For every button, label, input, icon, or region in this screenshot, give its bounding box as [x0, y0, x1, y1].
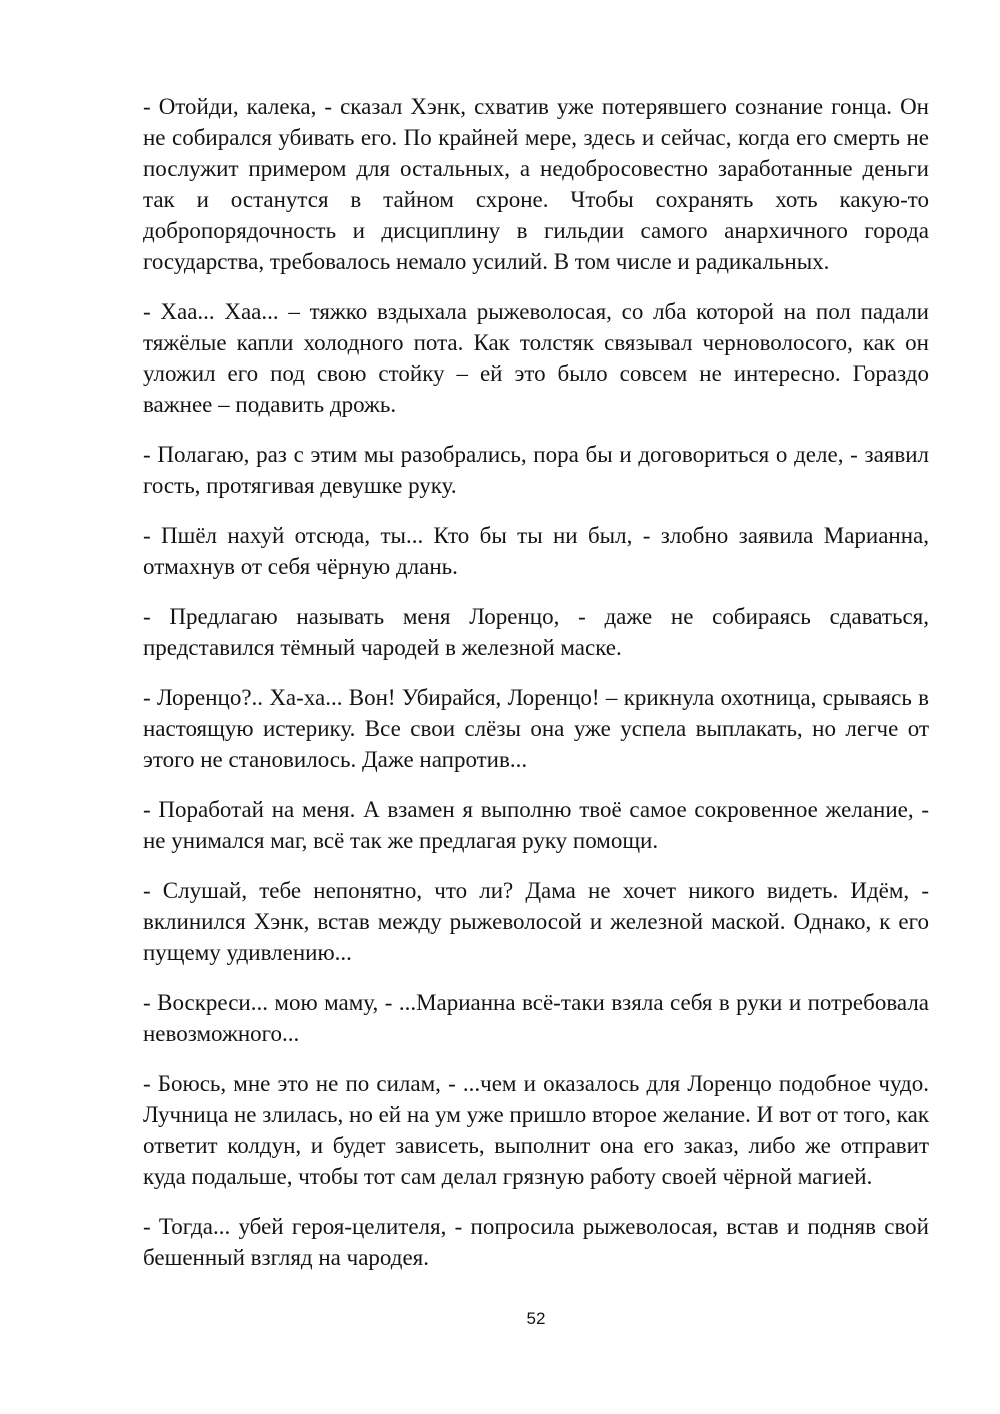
paragraph: - Поработай на меня. А взамен я выполню твоё самое сокровенное желание, - не унимался маг, всё так же предлагая руку помощи.	[143, 797, 929, 853]
paragraph: - Боюсь, мне это не по силам, - ...чем и оказалось для Лоренцо подобное чудо. Лучница не злилась, но ей на ум уже пришло второе желание. И вот от того, как ответит колдун, и будет зависеть, выполнит она его заказ, либо же отправит куда подальше, чтобы тот сам делал грязную работу своей чёрной магией.	[143, 1071, 929, 1189]
text-body	[143, 91, 929, 1292]
paragraph: - Воскреси... мою маму, - ...Марианна всё-таки взяла себя в руки и потребовала невозможного...	[143, 990, 929, 1046]
paragraph: - Лоренцо?.. Ха-ха... Вон! Убирайся, Лоренцо! – крикнула охотница, срываясь в настоящую истерику. Все свои слёзы она уже успела выплакать, но легче от этого не становилось. Даже напротив...	[143, 685, 929, 772]
paragraph: - Тогда... убей героя-целителя, - попросила рыжеволосая, встав и подняв свой бешенный взгляд на чародея.	[143, 1214, 929, 1270]
paragraph: - Слушай, тебе непонятно, что ли? Дама не хочет никого видеть. Идём, - вклинился Хэнк, встав между рыжеволосой и железной маской. Однако, к его пущему удивлению...	[143, 878, 929, 965]
page-number: 52	[526, 1309, 546, 1328]
paragraph: - Пшёл нахуй отсюда, ты... Кто бы ты ни был, - злобно заявила Марианна, отмахнув от себя чёрную длань.	[143, 523, 929, 579]
paragraph: - Хаа... Хаа... – тяжко вздыхала рыжеволосая, со лба которой на пол падали тяжёлые капли холодного пота. Как толстяк связывал черноволосого, как он уложил его под свою стойку – ей это было совсем не интересно. Гораздо важнее – подавить дрожь.	[143, 299, 929, 417]
paragraph: - Отойди, калека, - сказал Хэнк, схватив уже потерявшего сознание гонца. Он не собирался убивать его. По крайней мере, здесь и сейчас, когда его смерть не послужит примером для остальных, а недобросовестно заработанные деньги так и останутся в тайном схроне. Чтобы сохранять хоть какую-то добропорядочность и дисциплину в гильдии самого анархичного города государства, требовалось немало усилий. В том числе и радикальных.	[143, 94, 929, 274]
paragraph: - Предлагаю называть меня Лоренцо, - даже не собираясь сдаваться, представился тёмный чародей в железной маске.	[143, 604, 929, 660]
paragraph: - Полагаю, раз с этим мы разобрались, пора бы и договориться о деле, - заявил гость, протягивая девушке руку.	[143, 442, 929, 498]
